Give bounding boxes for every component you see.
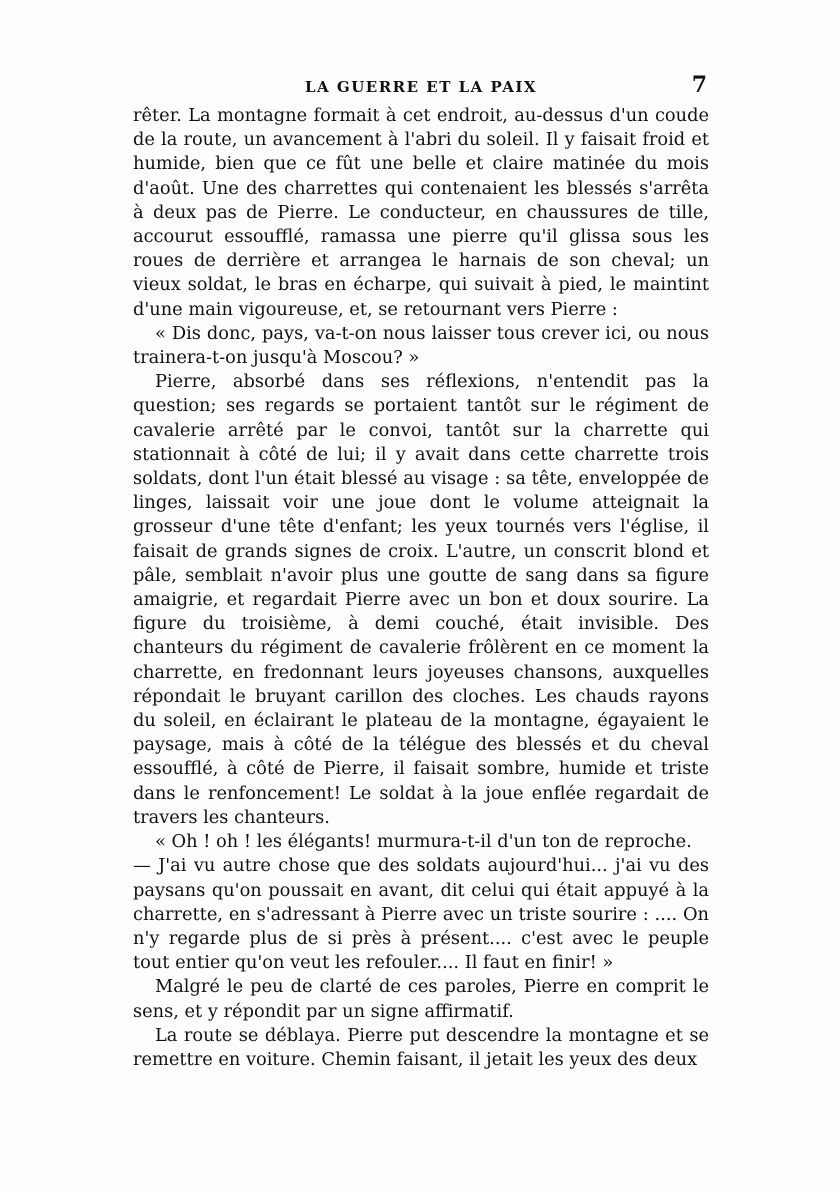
paragraph: Malgré le peu de clarté de ces paroles, Pierre en comprit le sens, et y répondit par un signe affirmatif. — [133, 976, 709, 1022]
running-head — [133, 74, 709, 98]
page-number: 7 — [691, 72, 707, 98]
paragraph: « Dis donc, pays, va-t-on nous laisser tous crever ici, ou nous trainera-t-on jusqu'à Moscou? » — [133, 322, 709, 369]
paragraph: — J'ai vu autre chose que des soldats aujourd'hui... j'ai vu des paysans qu'on poussait en avant, dit celui qui était appuyé à la charrette, en s'adressant à Pierre avec un triste sourire : .... On n'y regarde plus de si près à présent.... c'est avec le peuple tout entier qu'on veut les refouler.... Il faut en finir! » — [133, 855, 709, 974]
paragraph: La route se déblaya. Pierre put descendre la montagne et se remettre en voiture. Chemin faisant, il jetait les yeux des deux — [133, 1024, 709, 1070]
running-title: LA GUERRE ET LA PAIX — [304, 78, 538, 96]
paragraph: rêter. La montagne formait à cet endroit, au-dessus d'un coude de la route, un avancement à l'abri du soleil. Il y faisait froid et humide, bien que ce fût une belle et claire matinée du mois d'août. Une des charrettes qui contenaient les blessés s'arrêta à deux pas de Pierre. Le conducteur, en chaussures de tille, accourut essoufflé, ramassa une pierre qu'il glissa sous les roues de derrière et arrangea le harnais de son cheval; un vieux soldat, le bras en écharpe, qui suivait à pied, le maintint d'une main vigoureuse, et, se retournant vers Pierre : — [133, 105, 709, 320]
paragraph: Pierre, absorbé dans ses réflexions, n'entendit pas la question; ses regards se portaient tantôt sur le régiment de cavalerie arrêté par le convoi, tantôt sur la charrette qui stationnait à côté de lui; il y avait dans cette charrette trois soldats, dont l'un était blessé au visage : sa tête, enveloppée de linges, laissait voir une joue dont le volume atteignait la grosseur d'une tête d'enfant; les yeux tournés vers l'église, il faisait de grands signes de croix. L'autre, un conscrit blond et pâle, semblait n'avoir plus une goutte de sang dans sa figure amaigrie, et regardait Pierre avec un bon et doux sourire. La figure du troisième, à demi couché, était invisible. Des chanteurs du régiment de cavalerie frôlèrent en ce moment la charrette, en fredonnant leurs joyeuses chansons, auxquelles répondait le bruyant carillon des cloches. Les chauds rayons du soleil, en éclairant le plateau de la montagne, égayaient le paysage, mais à côté de la télégue des blessés et du cheval essoufflé, à côté de Pierre, il faisait sombre, humide et triste dans le renfoncement! Le soldat à la joue enflée regardait de travers les chanteurs. — [133, 371, 709, 828]
body-text — [133, 104, 709, 1072]
paragraph: « Oh ! oh ! les élégants! murmura-t-il d'un ton de reproche. — [155, 831, 692, 853]
